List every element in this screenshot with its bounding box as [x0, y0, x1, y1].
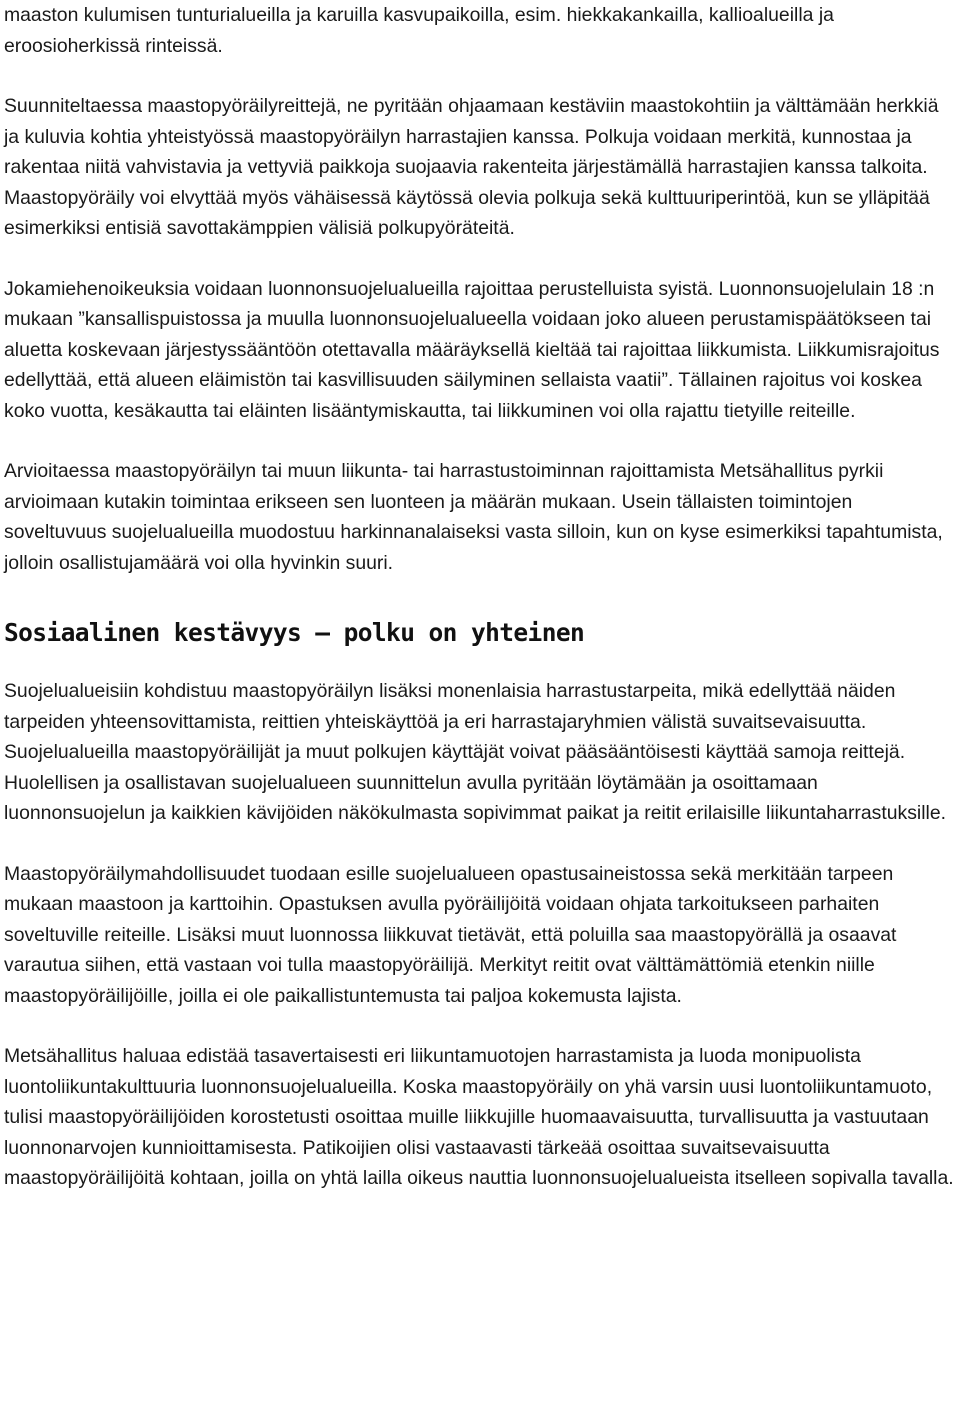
paragraph-gap [4, 829, 956, 859]
paragraph-gap [4, 61, 956, 91]
document-page [4, 0, 956, 1194]
paragraph-access-rights: Jokamiehenoikeuksia voidaan luonnonsuojelualueilla rajoittaa perustelluista syistä. Luonnonsuojelulain 18 :n mukaan ”kansallispuistossa ja muulla luonnonsuojelualueella voidaan joko alueen perustamispäätökseen tai aluetta koskevaan järjestyssääntöön otettavalla määräyksellä kieltää tai rajoittaa liikkumista. Liikkumisrajoitus edellyttää, että alueen eläimistön tai kasvillisuuden säilyminen sellaista vaatii”. Tällainen rajoitus voi koskea koko vuotta, kesäkautta tai eläinten lisääntymiskautta, tai liikkuminen voi olla rajattu tietyille reiteille. [4, 277, 940, 422]
paragraph-erosion: maaston kulumisen tunturialueilla ja karuilla kasvupaikoilla, esim. hiekkakankailla, kallioalueilla ja eroosioherkissä rinteissä. [4, 4, 834, 57]
paragraph-restriction-assessment: Arvioitaessa maastopyöräilyn tai muun liikunta- tai harrastustoiminnan rajoittamista Metsähallitus pyrkii arvioimaan kutakin toimintaa erikseen sen luonteen ja määrän mukaan. Usein tällaisten toimintojen soveltuvuus suojelualueilla muodostuu harkinnanalaiseksi vasta silloin, kun on kyse esimerkiksi tapahtumista, jolloin osallistujamäärä voi olla hyvinkin suuri. [4, 460, 943, 574]
paragraph-equality: Metsähallitus haluaa edistää tasavertaisesti eri liikuntamuotojen harrastamista ja luoda monipuolista luontoliikuntakulttuuria luonnonsuojelualueilla. Koska maastopyöräily on yhä varsin uusi luontoliikuntamuoto, tulisi maastopyöräilijöiden korostetusti osoittaa muille liikkujille huomaavaisuutta, turvallisuutta ja vastuutaan luonnonarvojen kunnioittamisesta. Patikoijien olisi vastaavasti tärkeää osoittaa suvaitsevaisuutta maastopyöräilijöitä kohtaan, joilla on yhtä lailla oikeus nauttia luonnonsuojelualueista itselleen sopivalla tavalla. [4, 1045, 954, 1189]
section-heading: Sosiaalinen kestävyys – polku on yhteinen [4, 618, 585, 647]
paragraph-shared-use: Suojelualueisiin kohdistuu maastopyöräilyn lisäksi monenlaisia harrastustarpeita, mikä edellyttää näiden tarpeiden yhteensovittamista, reittien yhteiskäyttöä ja eri harrastajaryhmien välistä suvaitsevaisuutta. Suojelualueilla maastopyöräilijät ja muut polkujen käyttäjät voivat pääsääntöisesti käyttää samoja reittejä. Huolellisen ja osallistavan suojelualueen suunnittelun avulla pyritään löytämään ja osoittamaan luonnonsuojelun ja kaikkien kävijöiden näkökulmasta sopivimmat paikat ja reitit erilaisille liikuntaharrastuksille. [4, 680, 946, 824]
paragraph-gap [4, 1011, 956, 1041]
paragraph-gap [4, 426, 956, 456]
paragraph-route-planning: Suunniteltaessa maastopyöräilyreittejä, ne pyritään ohjaamaan kestäviin maastokohtiin ja välttämään herkkiä ja kuluvia kohtia yhteistyössä maastopyöräilyn harrastajien kanssa. Polkuja voidaan merkitä, kunnostaa ja rakentaa niitä vahvistavia ja vettyviä paikkoja suojaavia rakenteita järjestämällä harrastajien kanssa talkoita. Maastopyöräily voi elvyttää myös vähäisessä käytössä olevia polkuja sekä kulttuuriperintöä, kun se ylläpitää esimerkiksi entisiä savottakämppien välisiä polkupyöräteitä. [4, 95, 939, 239]
paragraph-signage: Maastopyöräilymahdollisuudet tuodaan esille suojelualueen opastusaineistossa sekä merkitään tarpeen mukaan maastoon ja karttoihin. Opastuksen avulla pyöräilijöitä voidaan ohjata tarkoitukseen parhaiten soveltuville reiteille. Lisäksi muut luonnossa liikkuvat tietävät, että poluilla saa maastopyörällä ja osaavat varautua siihen, että vastaan voi tulla maastopyöräilijä. Merkityt reitit ovat välttämättömiä etenkin niille maastopyöräilijöille, joilla ei ole paikallistuntemusta tai paljoa kokemusta lajista. [4, 862, 897, 1007]
section-gap [4, 578, 956, 616]
section-gap [4, 650, 956, 676]
paragraph-gap [4, 244, 956, 274]
